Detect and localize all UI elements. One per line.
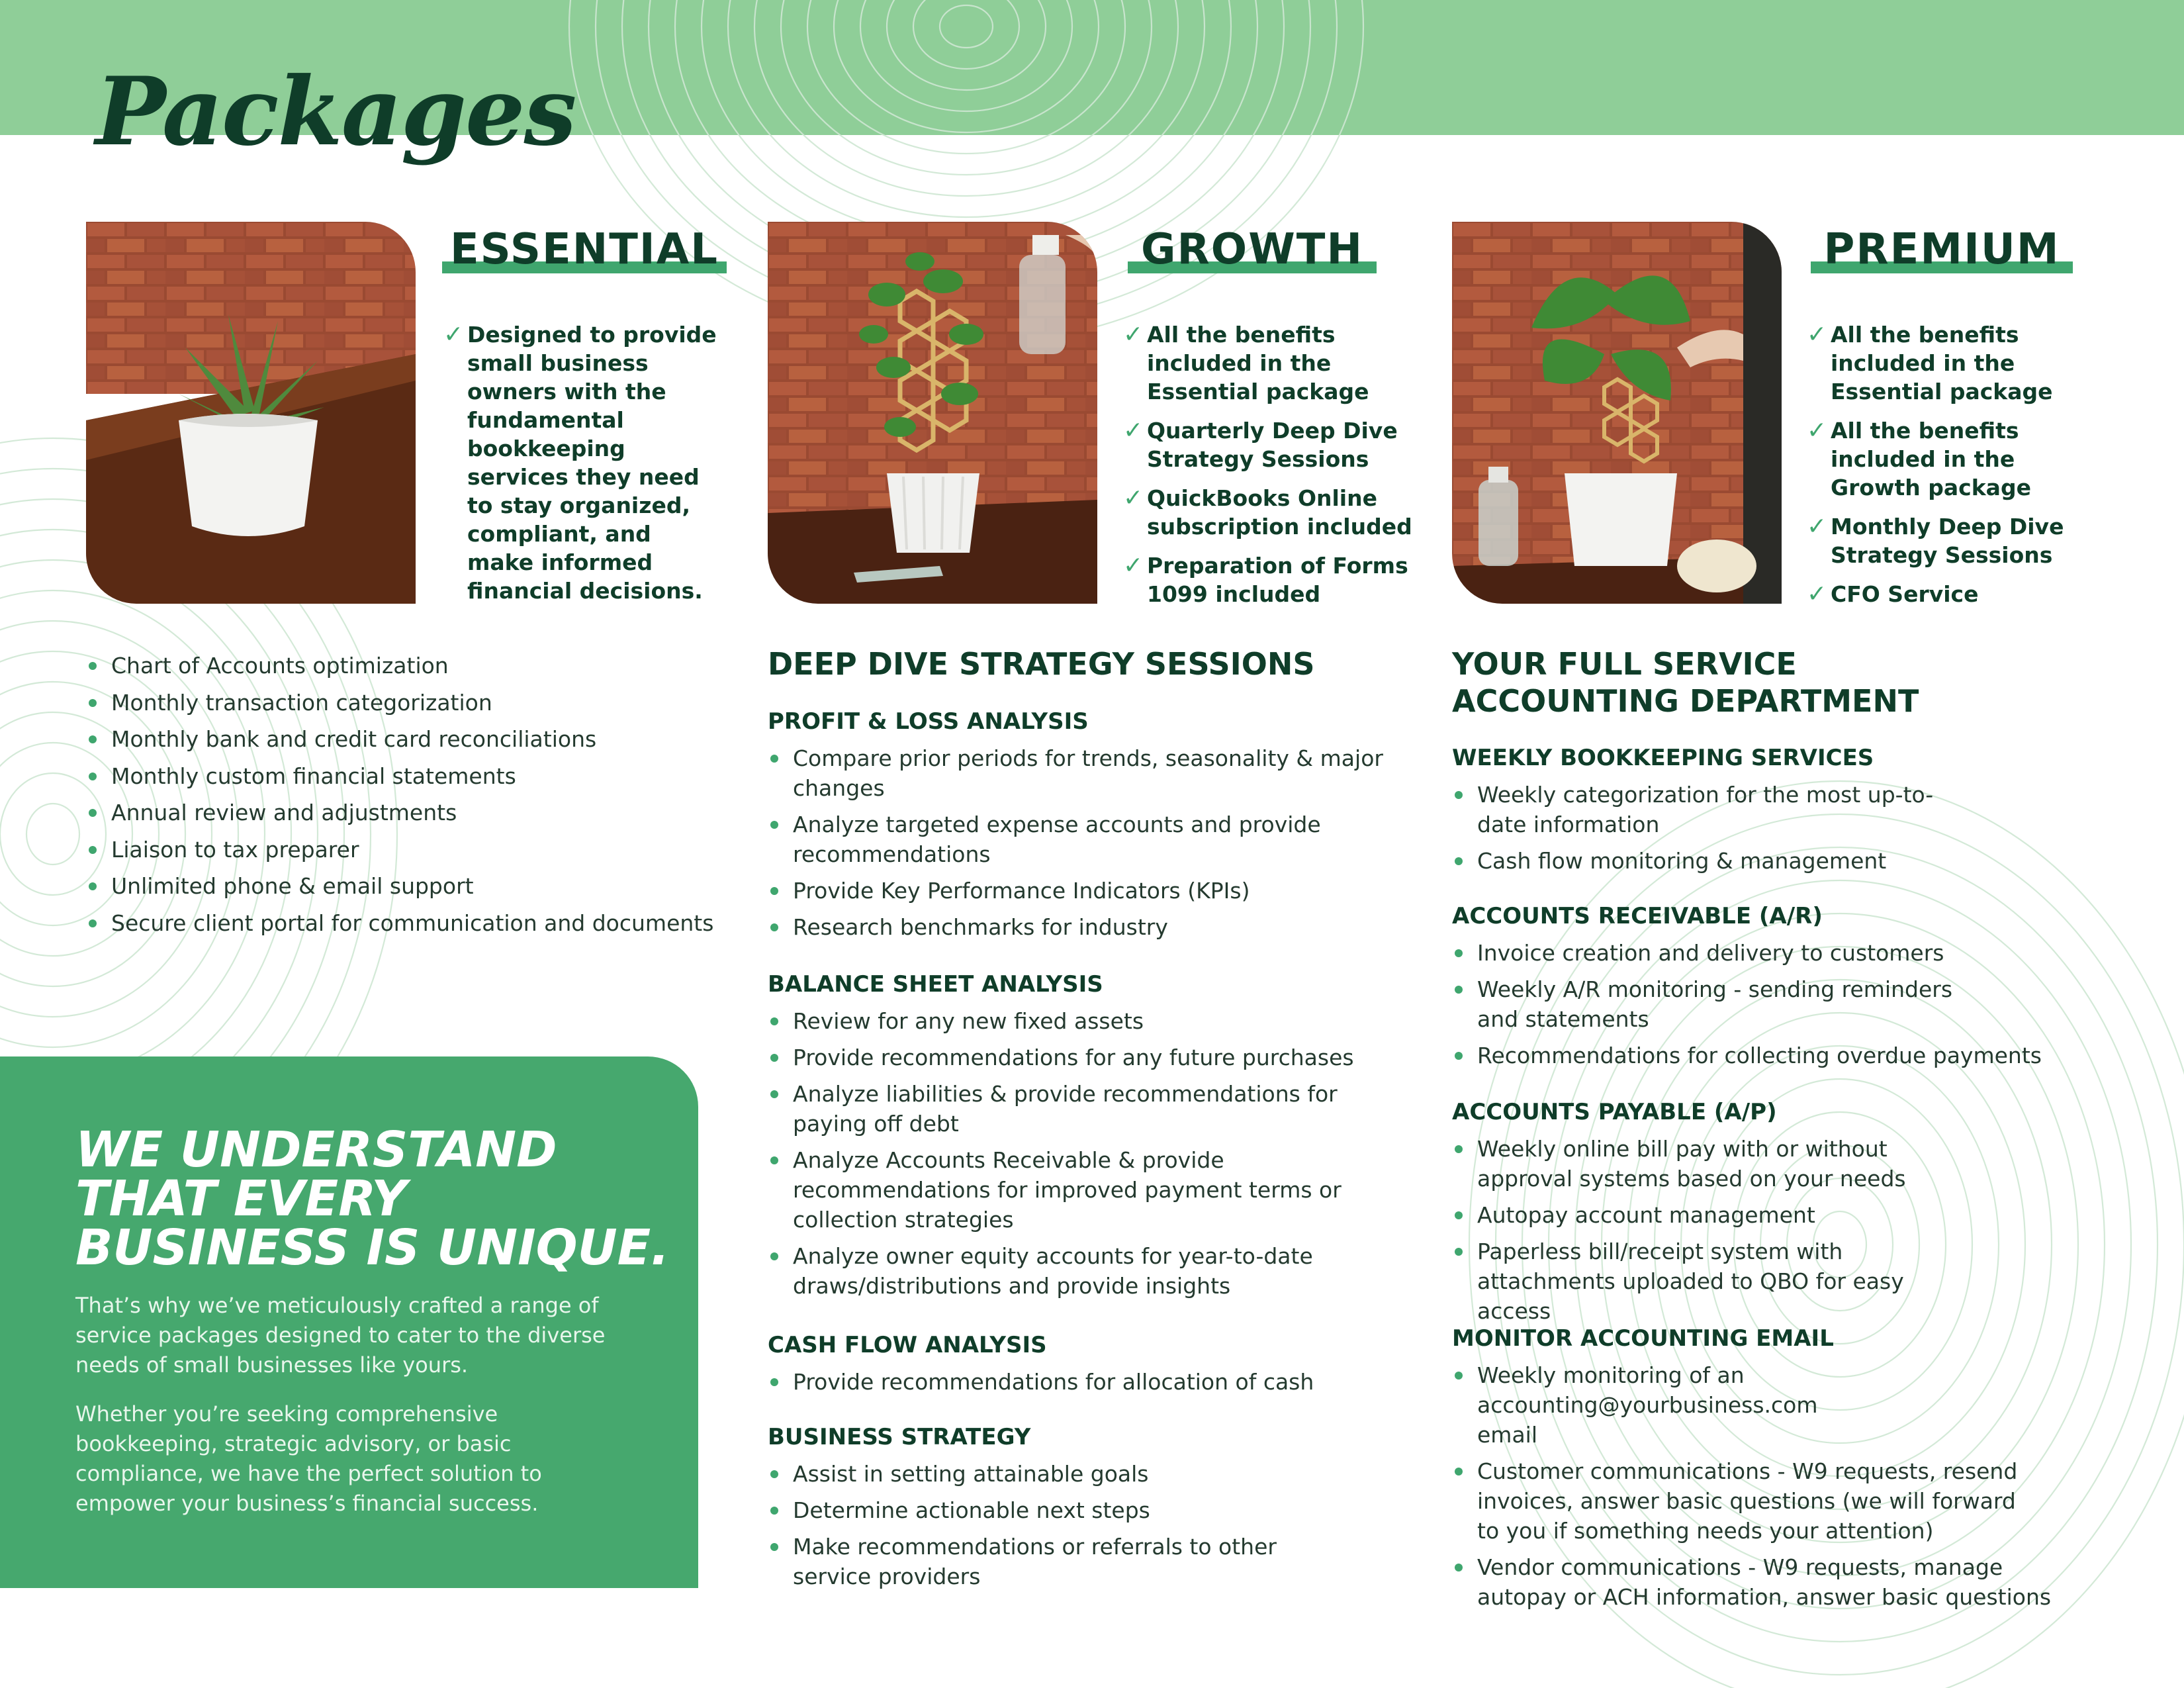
bullet-icon bbox=[1455, 949, 1463, 957]
checkmark-icon: ✓ bbox=[1123, 321, 1144, 348]
bullet-icon bbox=[770, 887, 778, 895]
bullet-icon bbox=[89, 919, 97, 927]
bullet-icon bbox=[1455, 986, 1463, 994]
list-item: Review for any new fixed assets bbox=[768, 1006, 1390, 1036]
list-item: Annual review and adjustments bbox=[86, 798, 721, 827]
list-item: Assist in setting attainable goals bbox=[768, 1459, 1284, 1489]
list-item: Invoice creation and delivery to customers bbox=[1452, 938, 2114, 968]
pl-analysis-list bbox=[768, 743, 1396, 949]
list-item: Liaison to tax preparer bbox=[86, 835, 721, 865]
list-item: Paperless bill/receipt system with attachments uploaded to QBO for easy access bbox=[1452, 1237, 1981, 1326]
bullet-icon bbox=[770, 1090, 778, 1098]
benefit-item: ✓ QuickBooks Online subscription included bbox=[1123, 485, 1412, 539]
premium-title: PREMIUM bbox=[1811, 228, 2073, 273]
benefit-item: ✓ CFO Service bbox=[1807, 581, 1979, 608]
list-item: Monthly bank and credit card reconciliations bbox=[86, 724, 721, 754]
weekly-bookkeeping-heading: WEEKLY BOOKKEEPING SERVICES bbox=[1452, 745, 1874, 771]
bullet-icon bbox=[89, 735, 97, 743]
bullet-icon bbox=[89, 882, 97, 890]
cash-flow-heading: CASH FLOW ANALYSIS bbox=[768, 1332, 1047, 1358]
promo-paragraph-1: That’s why we’ve meticulously crafted a range of service packages designed to cater to the diverse needs of small businesses like yours. bbox=[75, 1293, 606, 1378]
bullet-icon bbox=[1455, 1468, 1463, 1476]
checkmark-icon: ✓ bbox=[1807, 321, 1827, 348]
premium-benefits bbox=[1807, 320, 2111, 619]
accounts-payable-heading: ACCOUNTS PAYABLE (A/P) bbox=[1452, 1099, 1777, 1125]
list-item: Monthly transaction categorization bbox=[86, 688, 721, 718]
checkmark-icon: ✓ bbox=[1807, 513, 1827, 540]
checkmark-icon: ✓ bbox=[1807, 417, 1827, 444]
bullet-icon bbox=[770, 1507, 778, 1515]
growth-section-heading: DEEP DIVE STRATEGY SESSIONS bbox=[768, 646, 1315, 682]
list-item: Make recommendations or referrals to other service providers bbox=[768, 1532, 1284, 1591]
list-item: Cash flow monitoring & management bbox=[1452, 846, 1942, 876]
promo-paragraph-2: Whether you’re seeking comprehensive bookkeeping, strategic advisory, or basic compliance, we have the perfect solution to empower your business’s financial success. bbox=[75, 1401, 542, 1516]
page-title: Packages bbox=[95, 57, 576, 167]
bullet-icon bbox=[770, 1156, 778, 1164]
bullet-icon bbox=[1455, 1145, 1463, 1153]
list-item: Weekly online bill pay with or without approval systems based on your needs bbox=[1452, 1134, 1981, 1194]
list-item: Analyze owner equity accounts for year-to-date draws/distributions and provide insights bbox=[768, 1241, 1390, 1301]
list-item: Autopay account management bbox=[1452, 1200, 1981, 1230]
benefit-item: ✓ All the benefits included in the Growth package bbox=[1807, 417, 2031, 500]
accounts-receivable-list bbox=[1452, 938, 2114, 1077]
list-item: Customer communications - W9 requests, resend invoices, answer basic questions (we will forward to you if something needs your attention) bbox=[1452, 1456, 2033, 1546]
bullet-icon bbox=[1455, 1564, 1463, 1571]
premium-photo bbox=[1452, 222, 1782, 604]
accounts-receivable-heading: ACCOUNTS RECEIVABLE (A/R) bbox=[1452, 903, 1823, 929]
checkmark-icon: ✓ bbox=[1123, 552, 1144, 579]
pl-analysis-heading: PROFIT & LOSS ANALYSIS bbox=[768, 708, 1089, 735]
monitor-email-heading: MONITOR ACCOUNTING EMAIL bbox=[1452, 1325, 1834, 1352]
list-item: Recommendations for collecting overdue payments bbox=[1452, 1041, 2114, 1070]
benefit-item: ✓ Preparation of Forms 1099 included bbox=[1123, 552, 1408, 607]
essential-services-list bbox=[86, 651, 721, 945]
benefit-item: ✓ Designed to provide small business owners with the fundamental bookkeeping services they need to stay organized, compliant, and make informed financial decisions. bbox=[443, 321, 717, 604]
bullet-icon bbox=[1455, 1211, 1463, 1219]
checkmark-icon: ✓ bbox=[443, 321, 464, 348]
balance-sheet-heading: BALANCE SHEET ANALYSIS bbox=[768, 971, 1103, 998]
list-item: Weekly monitoring of an accounting@yourbusiness.com email bbox=[1452, 1360, 1808, 1450]
cash-flow-list bbox=[768, 1367, 1396, 1403]
essential-title: ESSENTIAL bbox=[442, 228, 727, 273]
monitor-email-list bbox=[1452, 1360, 2052, 1618]
bullet-icon bbox=[770, 1017, 778, 1025]
essential-benefits bbox=[443, 320, 721, 616]
benefit-item: ✓ All the benefits included in the Essential package bbox=[1123, 321, 1369, 404]
checkmark-icon: ✓ bbox=[1123, 417, 1144, 444]
checkmark-icon: ✓ bbox=[1123, 485, 1144, 512]
business-strategy-list bbox=[768, 1459, 1284, 1598]
list-item: Chart of Accounts optimization bbox=[86, 651, 721, 680]
bullet-icon bbox=[89, 846, 97, 854]
list-item: Provide Key Performance Indicators (KPIs) bbox=[768, 876, 1396, 906]
promo-headline: WE UNDERSTAND THAT EVERY BUSINESS IS UNIQUE. bbox=[75, 1121, 670, 1276]
benefit-item: ✓ Quarterly Deep Dive Strategy Sessions bbox=[1123, 417, 1398, 472]
list-item: Weekly A/R monitoring - sending reminders and statements bbox=[1452, 974, 1954, 1034]
bullet-icon bbox=[1455, 857, 1463, 865]
bullet-icon bbox=[1455, 791, 1463, 799]
bullet-icon bbox=[89, 773, 97, 780]
benefit-item: ✓ All the benefits included in the Essential package bbox=[1807, 321, 2053, 404]
bullet-icon bbox=[770, 821, 778, 829]
growth-benefits bbox=[1123, 320, 1428, 619]
bullet-icon bbox=[1455, 1052, 1463, 1060]
list-item: Provide recommendations for allocation of cash bbox=[768, 1367, 1396, 1397]
bullet-icon bbox=[89, 699, 97, 707]
business-strategy-heading: BUSINESS STRATEGY bbox=[768, 1424, 1031, 1450]
list-item: Analyze Accounts Receivable & provide recommendations for improved payment terms or collection strategies bbox=[768, 1145, 1390, 1235]
list-item: Weekly categorization for the most up-to-date information bbox=[1452, 780, 1942, 839]
growth-title: GROWTH bbox=[1128, 228, 1377, 273]
list-item: Unlimited phone & email support bbox=[86, 871, 721, 901]
bullet-icon bbox=[89, 662, 97, 670]
bullet-icon bbox=[770, 1543, 778, 1551]
growth-photo bbox=[768, 222, 1097, 604]
benefit-item: ✓ Monthly Deep Dive Strategy Sessions bbox=[1807, 513, 2064, 568]
bullet-icon bbox=[770, 1054, 778, 1062]
list-item: Vendor communications - W9 requests, manage autopay or ACH information, answer basic questions bbox=[1452, 1552, 2060, 1612]
list-item: Secure client portal for communication and documents bbox=[86, 908, 721, 938]
bullet-icon bbox=[89, 809, 97, 817]
bullet-icon bbox=[770, 755, 778, 763]
bullet-icon bbox=[770, 923, 778, 931]
essential-photo bbox=[86, 222, 416, 604]
balance-sheet-list bbox=[768, 1006, 1390, 1307]
list-item: Analyze liabilities & provide recommendations for paying off debt bbox=[768, 1079, 1390, 1139]
checkmark-icon: ✓ bbox=[1807, 581, 1827, 608]
bullet-icon bbox=[1455, 1372, 1463, 1380]
list-item: Research benchmarks for industry bbox=[768, 912, 1396, 942]
bullet-icon bbox=[770, 1252, 778, 1260]
weekly-bookkeeping-list bbox=[1452, 780, 1942, 882]
list-item: Analyze targeted expense accounts and provide recommendations bbox=[768, 810, 1396, 869]
accounts-payable-list bbox=[1452, 1134, 1981, 1333]
bullet-icon bbox=[770, 1470, 778, 1478]
list-item: Provide recommendations for any future purchases bbox=[768, 1043, 1390, 1072]
list-item: Compare prior periods for trends, seasonality & major changes bbox=[768, 743, 1396, 803]
bullet-icon bbox=[770, 1378, 778, 1386]
premium-section-heading: YOUR FULL SERVICE ACCOUNTING DEPARTMENT bbox=[1452, 646, 1919, 719]
list-item: Determine actionable next steps bbox=[768, 1495, 1284, 1525]
bullet-icon bbox=[1455, 1248, 1463, 1256]
list-item: Monthly custom financial statements bbox=[86, 761, 721, 791]
